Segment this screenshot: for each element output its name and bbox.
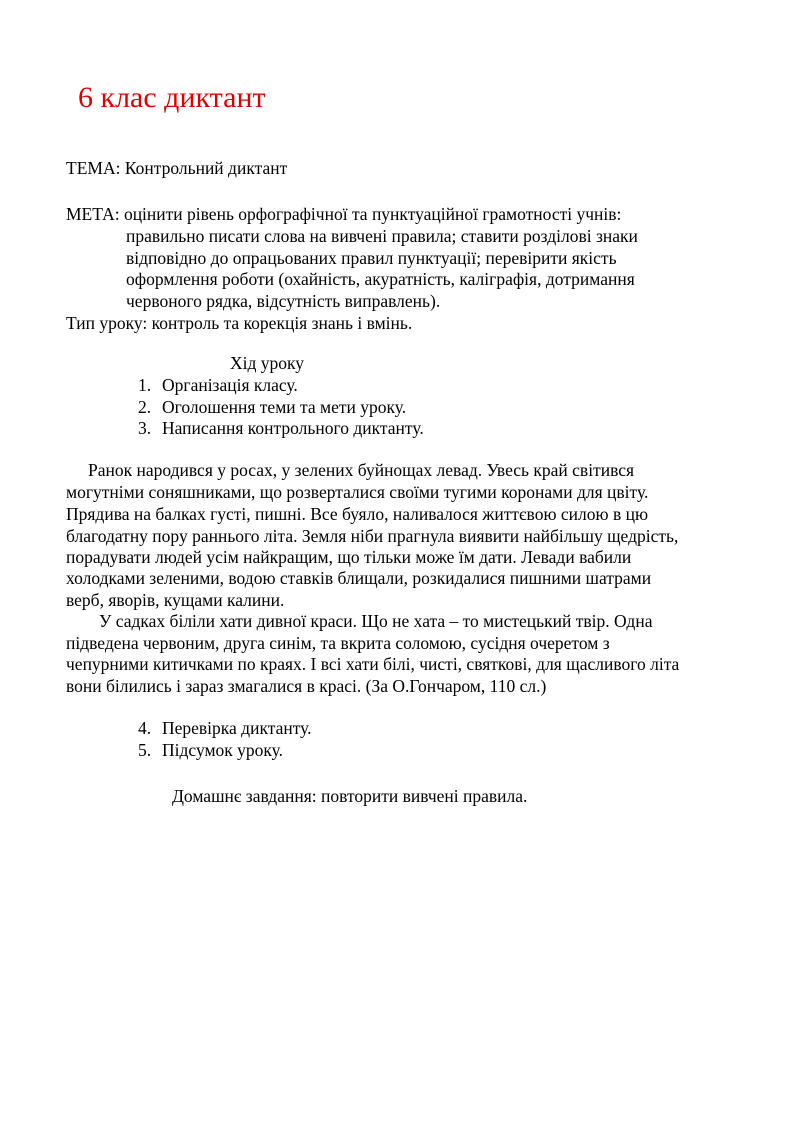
plan-item: Оголошення теми та мети уроку.: [162, 397, 407, 417]
goal-line: відповідно до опрацьованих правил пунктуації; перевірити якість: [126, 248, 617, 268]
plan-item: Перевірка диктанту.: [162, 718, 312, 738]
dictation-line: могутніми соняшниками, що розверталися своїми тугими коронами для цвіту.: [66, 482, 649, 502]
dictation-line: верб, яворів, кущами калини.: [66, 590, 285, 610]
dictation-line: чепурними китичками по краях. І всі хати білі, чисті, святкові, для щасливого літа: [66, 654, 680, 674]
dictation-line: холодками зеленими, водою ставків блищали, розкидалися пишними шатрами: [66, 568, 652, 588]
plan-item-number: 1.: [138, 375, 152, 395]
plan-item-number: 3.: [138, 418, 152, 438]
plan-item: Організація класу.: [162, 375, 298, 395]
dictation-line: У садках біліли хати дивної краси. Що не хата – то мистецький твір. Одна: [99, 611, 653, 631]
lesson-type-line: Тип уроку: контроль та корекція знань і вмінь.: [66, 313, 413, 333]
document-title: 6 клас диктант: [78, 81, 266, 114]
dictation-line: Ранок народився у росах, у зелених буйнощах левад. Увесь край світився: [88, 460, 635, 480]
goal-line: МЕТА: оцінити рівень орфографічної та пунктуаційної грамотності учнів:: [66, 204, 622, 224]
plan-item: Написання контрольного диктанту.: [162, 418, 424, 438]
plan-item-number: 4.: [138, 718, 152, 738]
topic-line: ТЕМА: Контрольний диктант: [66, 158, 288, 178]
dictation-line: благодатну пору раннього літа. Земля ніби прагнула виявити найбільшу щедрість,: [66, 526, 679, 546]
dictation-line: порадувати людей усім найкращим, що тільки може їм дати. Левади вабили: [66, 547, 632, 567]
dictation-line: вони білились і зараз змагалися в красі. (За О.Гончаром, 110 сл.): [66, 676, 547, 696]
plan-heading: Хід уроку: [230, 353, 305, 373]
plan-item: Підсумок уроку.: [162, 740, 284, 760]
dictation-line: Прядива на балках густі, пишні. Все буяло, наливалося життєвою силою в цю: [66, 504, 649, 524]
dictation-line: підведена червоним, друга синім, та вкрита соломою, сусідня очеретом з: [66, 633, 610, 653]
plan-item-number: 5.: [138, 740, 152, 760]
homework-line: Домашнє завдання: повторити вивчені правила.: [172, 786, 528, 806]
goal-line: правильно писати слова на вивчені правила; ставити розділові знаки: [126, 226, 638, 246]
goal-line: оформлення роботи (охайність, акуратність, каліграфія, дотримання: [126, 269, 635, 289]
plan-item-number: 2.: [138, 397, 152, 417]
goal-line: червоного рядка, відсутність виправлень).: [126, 291, 441, 311]
